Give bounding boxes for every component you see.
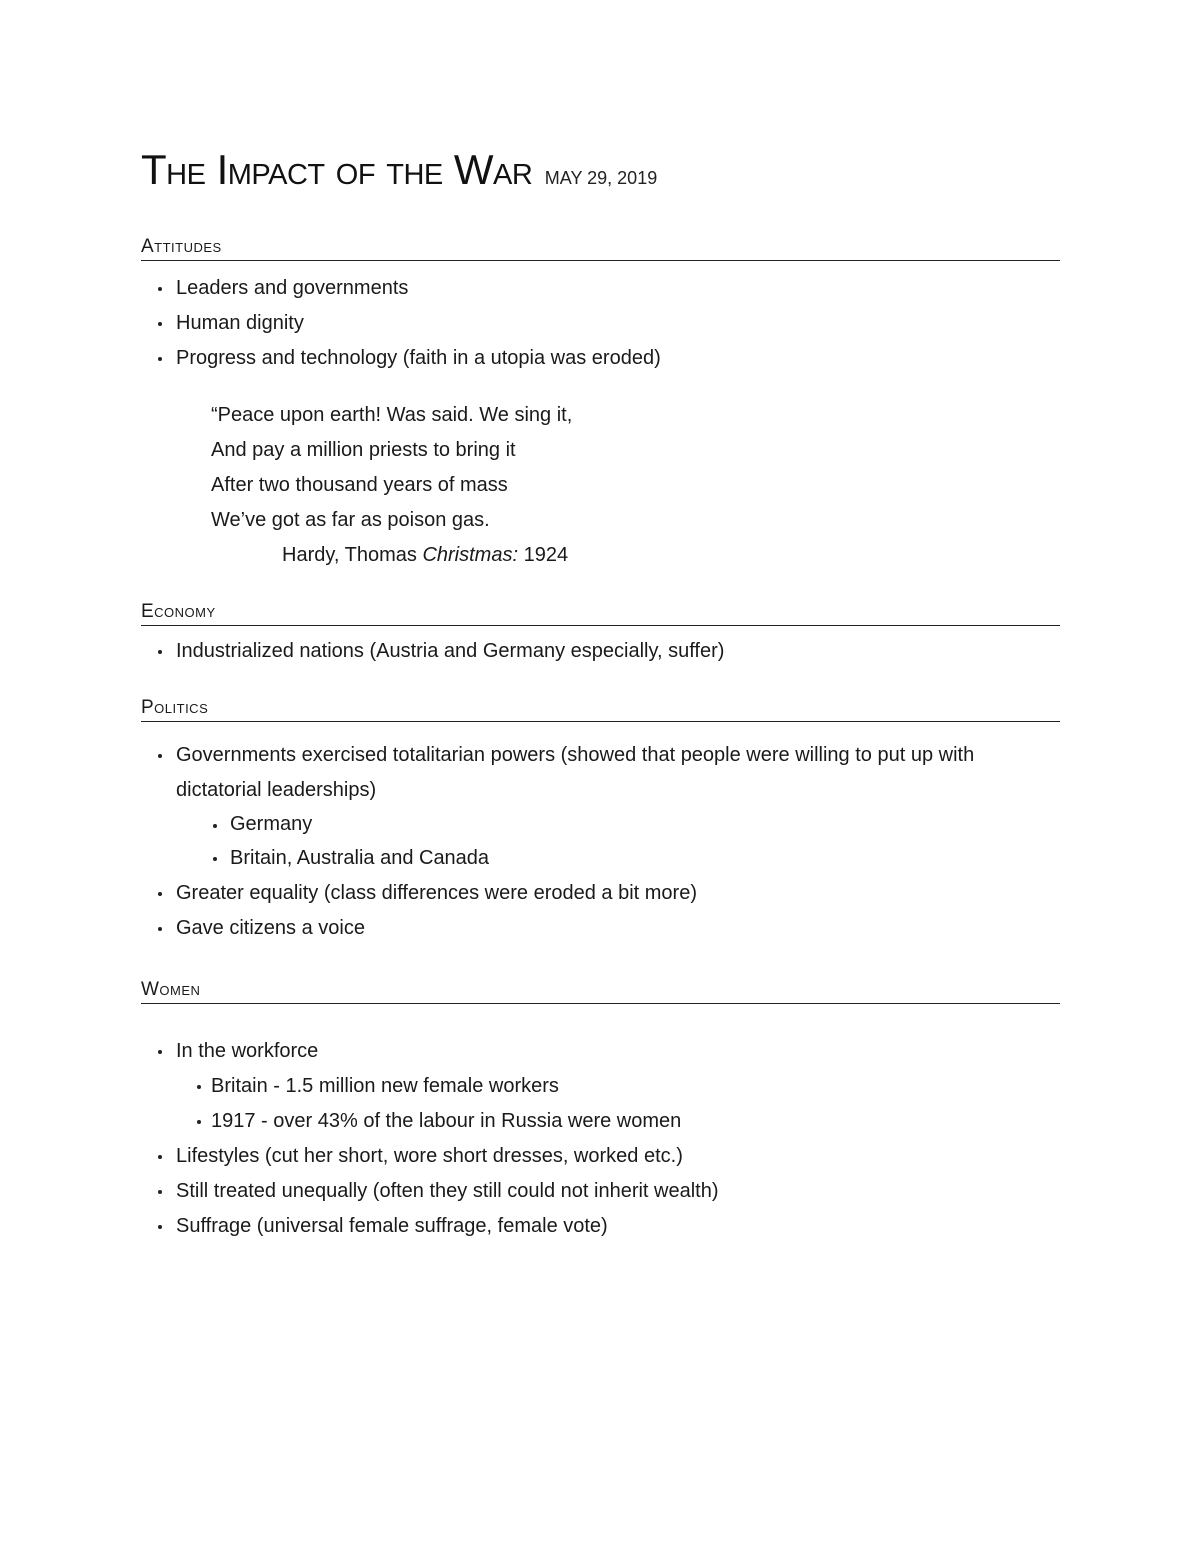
- section-politics: [141, 697, 1060, 946]
- poem-year: 1924: [523, 544, 569, 566]
- section-heading-women: Women: [141, 979, 1060, 1004]
- poem-quote: [211, 398, 572, 573]
- bullet-icon: [158, 1155, 162, 1159]
- poem-work: Christmas:: [422, 544, 519, 566]
- bullet-icon: [158, 287, 162, 291]
- politics-list-continued: [141, 876, 1060, 946]
- section-heading-attitudes: Attitudes: [141, 236, 1060, 261]
- page-title: The Impact of the War: [141, 146, 533, 193]
- bullet-icon: [197, 1085, 201, 1089]
- section-economy: [141, 601, 1060, 669]
- bullet-icon: [158, 754, 162, 758]
- list-item: 1917 - over 43% of the labour in Russia were women: [141, 1104, 1060, 1139]
- economy-list: [141, 634, 1060, 669]
- women-sublist: [141, 1069, 1060, 1139]
- page-date: MAY 29, 2019: [544, 168, 658, 188]
- list-item: Suffrage (universal female suffrage, female vote): [141, 1209, 1060, 1244]
- bullet-icon: [197, 1120, 201, 1124]
- list-item: Germany: [141, 808, 1060, 841]
- title-row: [141, 146, 657, 194]
- bullet-icon: [158, 322, 162, 326]
- politics-sublist: [141, 808, 1060, 876]
- list-item: Human dignity: [141, 306, 1060, 341]
- women-list-continued: [141, 1139, 1060, 1244]
- bullet-icon: [213, 824, 217, 828]
- section-attitudes: [141, 236, 1060, 376]
- list-item: Leaders and governments: [141, 271, 1060, 306]
- list-item: Still treated unequally (often they still could not inherit wealth): [141, 1174, 1060, 1209]
- list-item: Governments exercised totalitarian powers (showed that people were willing to put up with dictatorial leaderships): [141, 738, 1060, 808]
- poem-line: We’ve got as far as poison gas.: [211, 509, 490, 531]
- poem-line: And pay a million priests to bring it: [211, 439, 516, 461]
- section-women: [141, 979, 1060, 1244]
- list-item: In the workforce: [141, 1034, 1060, 1069]
- poem-line: “Peace upon earth! Was said. We sing it,: [211, 404, 573, 426]
- section-heading-economy: Economy: [141, 601, 1060, 626]
- list-item: Britain, Australia and Canada: [141, 841, 1060, 876]
- poem-author: Hardy, Thomas: [282, 544, 417, 566]
- bullet-icon: [158, 927, 162, 931]
- attitudes-list: [141, 271, 1060, 376]
- list-item: Britain - 1.5 million new female workers: [141, 1069, 1060, 1104]
- list-item: Industrialized nations (Austria and Germany especially, suffer): [141, 634, 1060, 669]
- bullet-icon: [158, 892, 162, 896]
- poem-line: After two thousand years of mass: [211, 474, 508, 496]
- bullet-icon: [213, 857, 217, 861]
- section-heading-politics: Politics: [141, 697, 1060, 722]
- bullet-icon: [158, 650, 162, 654]
- bullet-icon: [158, 357, 162, 361]
- women-list: [141, 1034, 1060, 1069]
- list-item: Lifestyles (cut her short, wore short dresses, worked etc.): [141, 1139, 1060, 1174]
- bullet-icon: [158, 1190, 162, 1194]
- list-item: Greater equality (class differences were eroded a bit more): [141, 876, 1060, 911]
- list-item: Gave citizens a voice: [141, 911, 1060, 946]
- politics-list: [141, 738, 1060, 808]
- list-item: Progress and technology (faith in a utopia was eroded): [141, 341, 1060, 376]
- bullet-icon: [158, 1050, 162, 1054]
- bullet-icon: [158, 1225, 162, 1229]
- poem-attribution: [211, 538, 572, 573]
